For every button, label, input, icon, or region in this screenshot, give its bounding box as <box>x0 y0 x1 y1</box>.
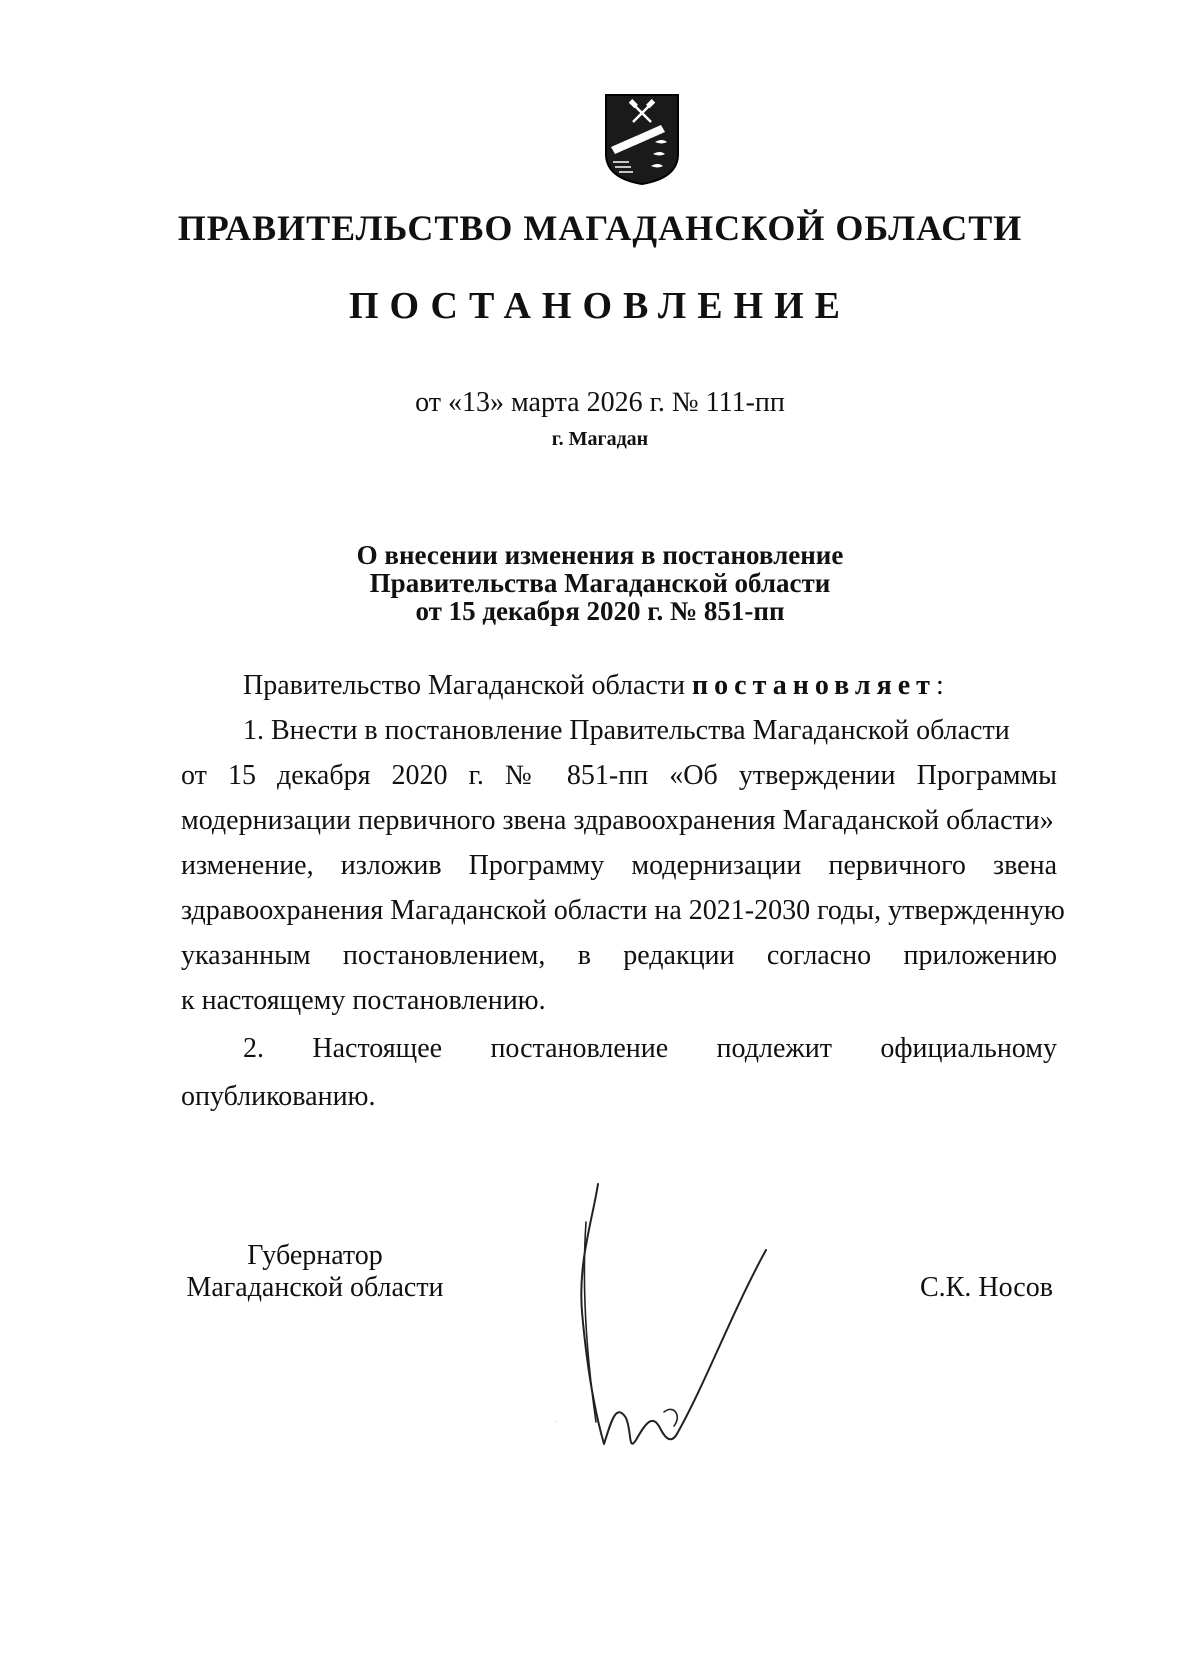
preamble-verb: постановляет <box>692 670 936 701</box>
item-1-line: указанным постановлением, в редакции согласно приложению <box>181 940 1057 971</box>
item-1-line: к настоящему постановлению. <box>181 985 546 1016</box>
subject-line: Правительства Магаданской области <box>369 568 831 598</box>
subject-line: О внесении изменения в постановление <box>356 540 844 570</box>
subject-title <box>0 541 1200 625</box>
signatory-name: С.К. Носов <box>920 1272 1053 1303</box>
date-and-number: от «13» марта 2026 г. № 111-пп <box>415 387 785 418</box>
preamble-colon: : <box>935 670 944 701</box>
signature-icon <box>556 1182 806 1472</box>
organization-name: ПРАВИТЕЛЬСТВО МАГАДАНСКОЙ ОБЛАСТИ <box>177 208 1023 248</box>
preamble-text: Правительство Магаданской области <box>243 670 686 701</box>
item-1-line: изменение, изложив Программу модернизации первичного звена <box>181 850 1057 881</box>
signatory-title <box>180 1240 450 1304</box>
item-1-line: модернизации первичного звена здравоохранения Магаданской области» <box>181 805 1054 836</box>
item-2-line: опубликованию. <box>181 1081 376 1112</box>
signatory-title-line: Губернатор <box>247 1240 383 1271</box>
preamble <box>243 670 944 702</box>
city: г. Магадан <box>551 428 649 450</box>
document-type: ПОСТАНОВЛЕНИЕ <box>348 285 852 327</box>
item-1-line: от 15 декабря 2020 г. № 851-пп «Об утверждении Программы <box>181 760 1057 791</box>
item-1-line: здравоохранения Магаданской области на 2021-2030 годы, утвержденную <box>181 895 1065 926</box>
signatory-title-line: Магаданской области <box>186 1272 444 1303</box>
item-1-line: 1. Внести в постановление Правительства Магаданской области <box>243 715 1010 746</box>
subject-line: от 15 декабря 2020 г. № 851-пп <box>415 596 785 626</box>
item-2-line: 2. Настоящее постановление подлежит официальному <box>243 1033 1057 1064</box>
coat-of-arms-icon <box>603 92 681 186</box>
